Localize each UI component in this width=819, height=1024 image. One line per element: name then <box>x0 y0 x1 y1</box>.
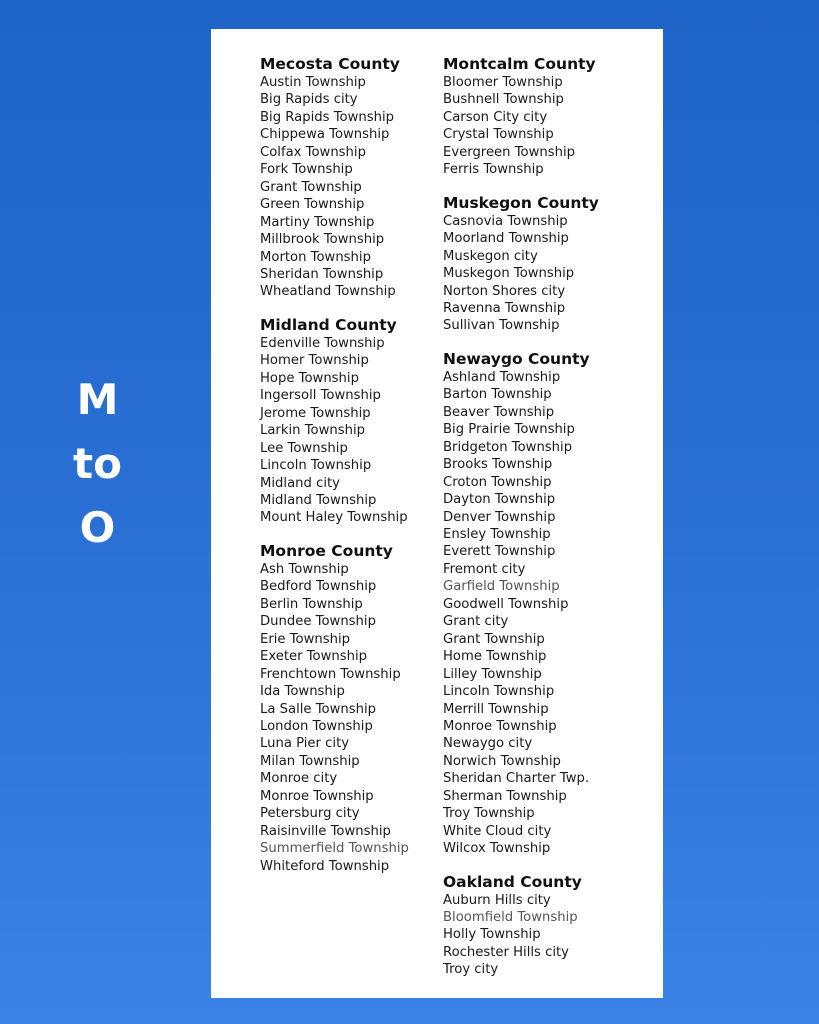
place-item: Bedford Township <box>260 579 377 595</box>
place-item: Ash Township <box>260 561 349 577</box>
county-section-oakland-county <box>443 873 658 979</box>
place-item: Ingersoll Township <box>260 388 381 404</box>
place-item: Ferris Township <box>443 162 544 178</box>
place-item: Sullivan Township <box>443 318 560 334</box>
place-item: Bloomfield Township <box>443 910 578 926</box>
place-item: Beaver Township <box>443 404 555 420</box>
county-heading: Mecosta County <box>260 55 400 73</box>
place-item: Larkin Township <box>260 423 365 439</box>
place-item: La Salle Township <box>260 701 376 717</box>
county-section-monroe-county <box>260 542 440 875</box>
place-item: Morton Township <box>260 249 371 265</box>
side-label-line-3: O <box>79 503 116 552</box>
right-column <box>443 55 658 994</box>
place-item: Whiteford Township <box>260 858 390 874</box>
county-heading: Midland County <box>260 315 397 334</box>
county-heading: Muskegon County <box>443 193 599 212</box>
place-item: Sheridan Charter Twp. <box>443 771 590 787</box>
place-item: Hope Township <box>260 370 359 386</box>
place-item: Monroe city <box>260 771 338 787</box>
place-item: Berlin Township <box>260 596 363 612</box>
side-label-line-2: to <box>73 439 122 488</box>
place-item: Petersburg city <box>260 806 360 822</box>
place-item: Rochester Hills city <box>443 944 569 960</box>
place-item: Martiny Township <box>260 214 375 230</box>
place-item: Everett Township <box>443 544 556 560</box>
place-item: Colfax Township <box>260 144 366 160</box>
place-item: Bushnell Township <box>443 92 564 108</box>
place-item: Summerfield Township <box>260 841 409 857</box>
county-heading: Newaygo County <box>443 349 590 368</box>
place-item: Big Rapids city <box>260 92 358 108</box>
place-item: Dundee Township <box>260 614 376 630</box>
county-section-newaygo-county <box>443 350 658 858</box>
county-heading: Monroe County <box>260 541 393 560</box>
place-item: Moorland Township <box>443 231 569 247</box>
place-item: Muskegon Township <box>443 266 575 282</box>
place-item: Wilcox Township <box>443 841 551 857</box>
place-item: Grant Township <box>443 631 545 647</box>
place-item: Grant Township <box>260 179 362 195</box>
county-heading: Oakland County <box>443 872 582 891</box>
place-item: Holly Township <box>443 927 541 943</box>
place-item: Big Rapids Township <box>260 109 394 125</box>
place-item: Homer Township <box>260 353 369 369</box>
place-item: Newaygo city <box>443 736 533 752</box>
place-item: Big Prairie Township <box>443 422 575 438</box>
county-list-panel <box>211 29 663 998</box>
place-item: White Cloud city <box>443 823 552 839</box>
place-item: Lincoln Township <box>260 458 372 474</box>
place-item: Milan Township <box>260 753 360 769</box>
place-item: Chippewa Township <box>260 127 390 143</box>
county-heading: Montcalm County <box>443 55 596 73</box>
place-item: Carson City city <box>443 109 548 125</box>
place-item: Croton Township <box>443 474 552 490</box>
place-item: Green Township <box>260 197 365 213</box>
place-item: Brooks Township <box>443 457 553 473</box>
place-item: Lilley Township <box>443 666 542 682</box>
place-item: Casnovia Township <box>443 213 568 229</box>
place-item: Mount Haley Township <box>260 510 408 526</box>
place-item: Jerome Township <box>260 405 371 421</box>
side-label-line-1: M <box>76 375 119 424</box>
place-item: Exeter Township <box>260 649 368 665</box>
place-item: Ensley Township <box>443 526 551 542</box>
place-item: Bridgeton Township <box>443 439 573 455</box>
place-item: Auburn Hills city <box>443 892 551 908</box>
place-item: Monroe Township <box>443 718 557 734</box>
place-item: Raisinville Township <box>260 823 391 839</box>
place-item: Troy city <box>443 962 499 978</box>
place-item: Frenchtown Township <box>260 666 401 682</box>
place-item: Monroe Township <box>260 788 374 804</box>
place-item: Millbrook Township <box>260 232 385 248</box>
place-item: Midland city <box>260 475 340 491</box>
place-item: Denver Township <box>443 509 556 525</box>
place-item: Barton Township <box>443 387 552 403</box>
place-item: Norwich Township <box>443 753 561 769</box>
left-column <box>260 55 440 890</box>
place-item: Erie Township <box>260 631 351 647</box>
side-label <box>0 368 195 560</box>
county-section-midland-county <box>260 316 440 527</box>
place-item: Fork Township <box>260 162 353 178</box>
place-item: Sherman Township <box>443 788 567 804</box>
place-item: London Township <box>260 718 373 734</box>
place-item: Crystal Township <box>443 127 554 143</box>
place-item: Merrill Township <box>443 701 549 717</box>
place-item: Muskegon city <box>443 248 538 264</box>
place-item: Home Township <box>443 649 547 665</box>
county-section-montcalm-county <box>443 55 658 179</box>
place-item: Grant city <box>443 614 509 630</box>
county-section-muskegon-county <box>443 194 658 335</box>
place-item: Austin Township <box>260 75 366 90</box>
place-item: Luna Pier city <box>260 736 350 752</box>
place-item: Ashland Township <box>443 369 561 385</box>
place-item: Ida Township <box>260 684 345 700</box>
place-item: Sheridan Township <box>260 266 384 282</box>
place-item: Midland Township <box>260 492 377 508</box>
place-item: Wheatland Township <box>260 284 396 300</box>
place-item: Fremont city <box>443 561 526 577</box>
county-section-mecosta-county <box>260 55 440 301</box>
place-item: Dayton Township <box>443 492 556 508</box>
place-item: Evergreen Township <box>443 144 576 160</box>
place-item: Garfield Township <box>443 579 560 595</box>
place-item: Ravenna Township <box>443 300 566 316</box>
place-item: Lincoln Township <box>443 684 555 700</box>
place-item: Lee Township <box>260 440 348 456</box>
place-item: Edenville Township <box>260 335 385 351</box>
place-item: Goodwell Township <box>443 596 569 612</box>
place-item: Norton Shores city <box>443 283 566 299</box>
place-item: Bloomer Township <box>443 75 563 90</box>
place-item: Troy Township <box>443 806 535 822</box>
